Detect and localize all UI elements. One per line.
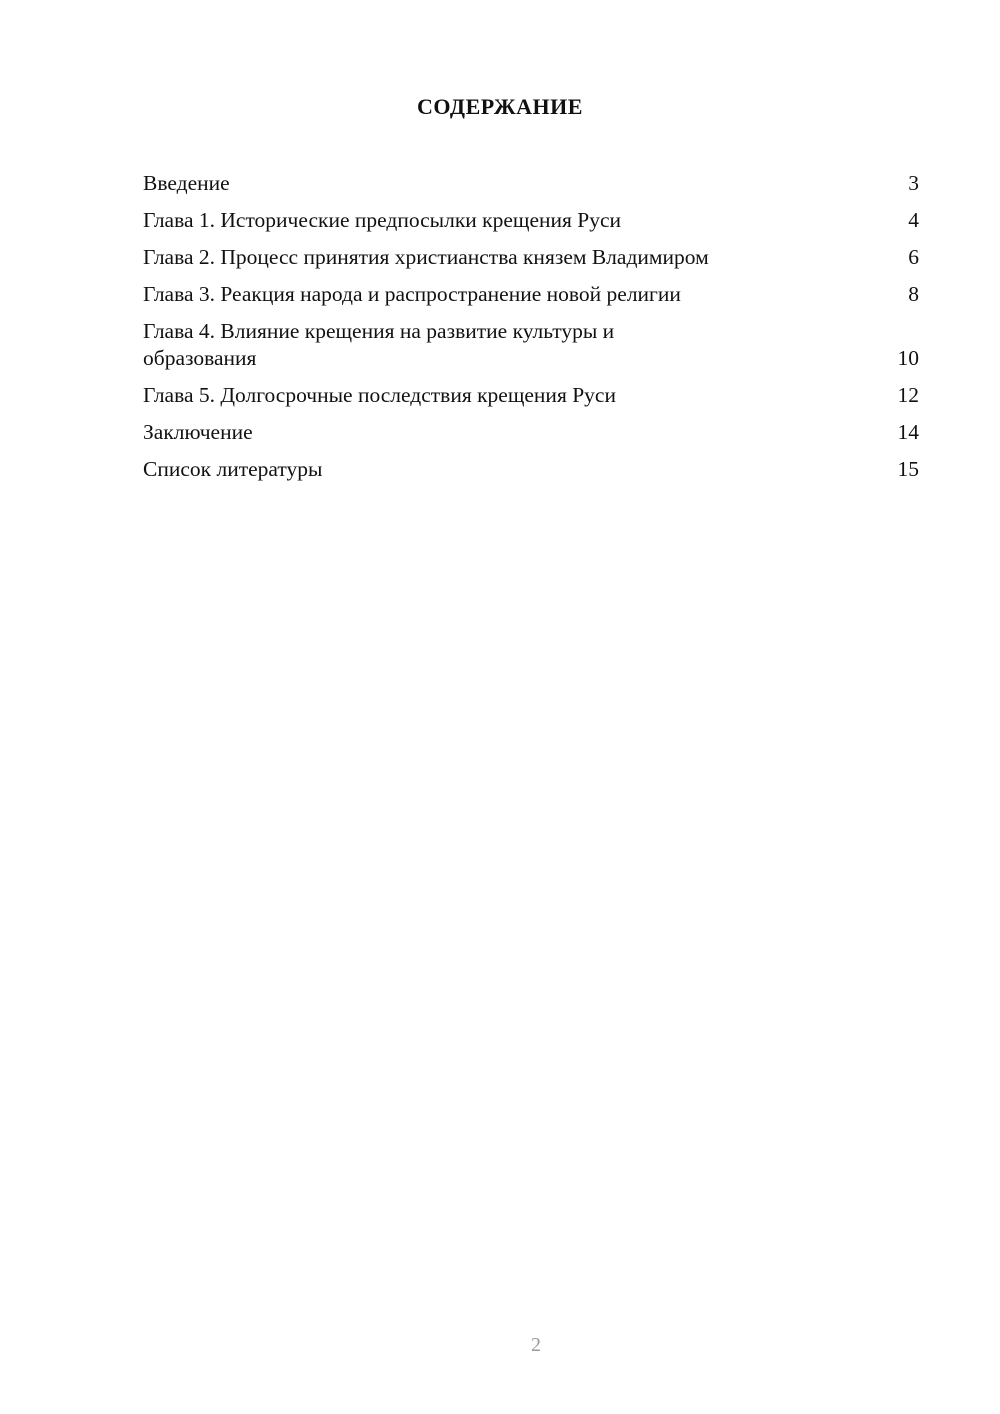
page-number: 2	[531, 1334, 541, 1356]
toc-entry-page: 14	[897, 420, 919, 444]
toc-entry-page: 8	[908, 282, 919, 306]
toc-entry-label: Глава 2. Процесс принятия христианства князем Владимиром	[143, 245, 709, 269]
toc-entry-label: Введение	[143, 171, 230, 195]
toc-entry-chapter-4[interactable]	[143, 318, 919, 372]
toc-entry-page: 12	[897, 383, 919, 407]
toc-entry-chapter-1[interactable]	[143, 207, 919, 234]
toc-entry-chapter-5[interactable]	[143, 382, 919, 409]
toc-entry-chapter-2[interactable]	[143, 244, 919, 271]
toc-entry-conclusion[interactable]	[143, 419, 919, 446]
toc-entry-label: Глава 5. Долгосрочные последствия крещения Руси	[143, 383, 616, 407]
toc-entry-introduction[interactable]	[143, 170, 919, 197]
toc-list	[143, 170, 919, 493]
toc-entry-page: 3	[908, 171, 919, 195]
toc-entry-page: 4	[908, 208, 919, 232]
toc-entry-page: 10	[897, 346, 919, 370]
toc-entry-bibliography[interactable]	[143, 456, 919, 483]
toc-entry-label: Список литературы	[143, 457, 323, 481]
toc-entry-page: 6	[908, 245, 919, 269]
toc-entry-label: Глава 3. Реакция народа и распространение новой религии	[143, 282, 681, 306]
toc-entry-label: Глава 1. Исторические предпосылки крещения Руси	[143, 208, 622, 232]
toc-entry-label: Глава 4. Влияние крещения на развитие культуры и образования	[143, 319, 615, 370]
toc-entry-chapter-3[interactable]	[143, 281, 919, 308]
toc-entry-label: Заключение	[143, 420, 253, 444]
toc-title: СОДЕРЖАНИЕ	[417, 94, 583, 119]
toc-entry-page: 15	[897, 457, 919, 481]
